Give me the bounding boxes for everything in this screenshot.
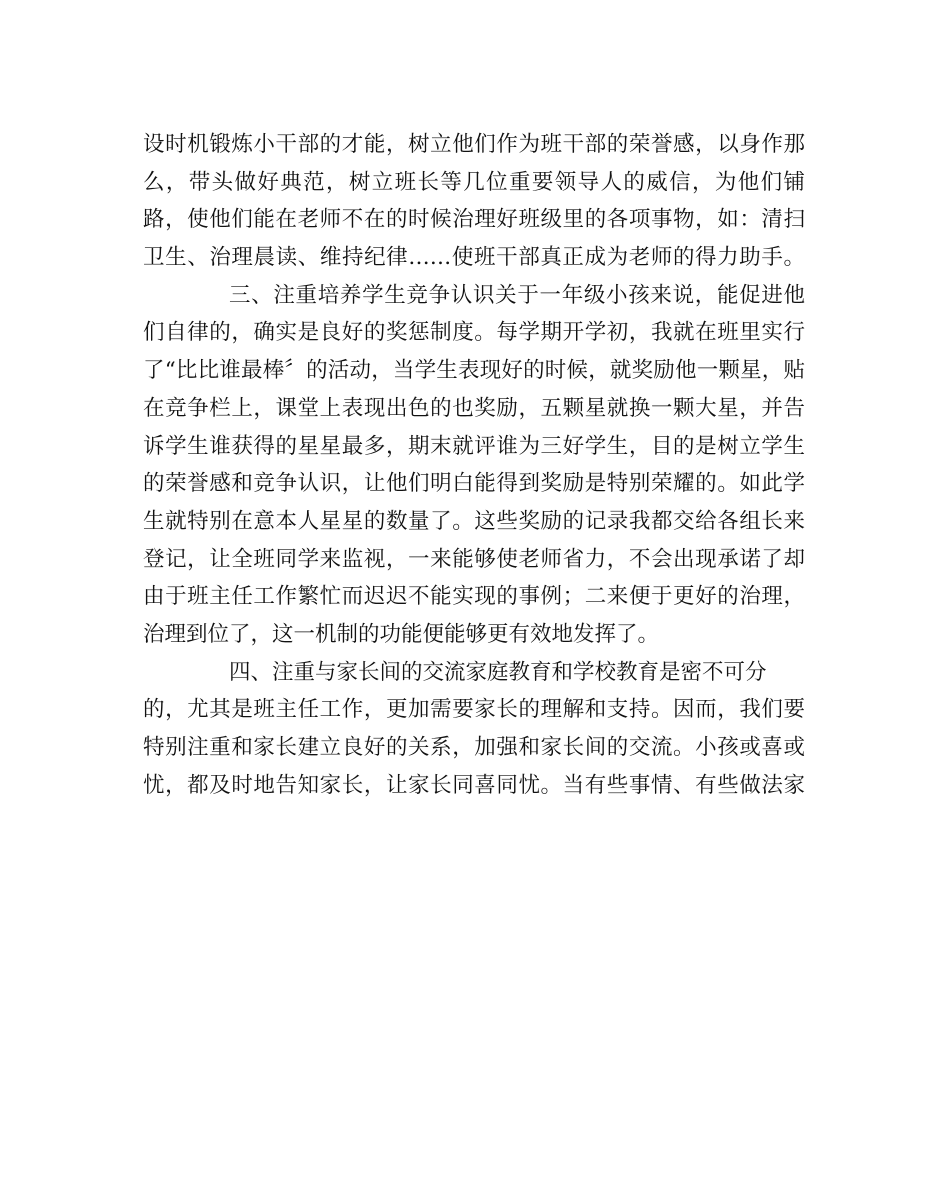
text-line: 们自律的，确实是良好的奖惩制度。每学期开学初，我就在班里实行	[143, 320, 805, 346]
text-line: 在竞争栏上，课堂上表现出色的也奖励，五颗星就换一颗大星，并告	[143, 395, 805, 421]
text-line: 由于班主任工作繁忙而迟迟不能实现的事例；二来便于更好的治理，	[143, 584, 805, 610]
text-line: 设时机锻炼小干部的才能，树立他们作为班干部的荣誉感，以身作那	[143, 132, 805, 157]
paragraph-start-line: 三、注重培养学生竞争认识关于一年级小孩来说，能促进他	[229, 282, 805, 308]
text-line: 路，使他们能在老师不在的时候治理好班级里的各项事物，如：清扫	[143, 207, 805, 233]
text-line: 卫生、治理晨读、维持纪律……使班干部真正成为老师的得力助手。	[143, 245, 805, 271]
text-line: 的荣誉感和竞争认识，让他们明白能得到奖励是特别荣耀的。如此学	[143, 471, 805, 497]
paragraph-start-line: 四、注重与家长间的交流家庭教育和学校教育是密不可分	[229, 659, 767, 685]
text-line: 的，尤其是班主任工作，更加需要家长的理解和支持。因而，我们要	[143, 697, 805, 723]
text-line: 忧，都及时地告知家长，让家长同喜同忧。当有些事情、有些做法家	[143, 772, 805, 798]
document-body	[143, 126, 805, 804]
text-line: 了“比比谁最棒〞的活动，当学生表现好的时候，就奖励他一颗星，贴	[143, 358, 805, 384]
text-line: 登记，让全班同学来监视，一来能够使老师省力，不会出现承诺了却	[143, 546, 805, 572]
paragraph-end-line: 治理到位了，这一机制的功能便能够更有效地发挥了。	[143, 621, 660, 647]
text-line: 生就特别在意本人星星的数量了。这些奖励的记录我都交给各组长来	[143, 508, 805, 534]
text-line: 诉学生谁获得的星星最多，期末就评谁为三好学生，目的是树立学生	[143, 433, 805, 459]
text-line: 特别注重和家长建立良好的关系，加强和家长间的交流。小孩或喜或	[143, 735, 805, 760]
text-line: 么，带头做好典范，树立班长等几位重要领导人的威信，为他们铺	[143, 169, 805, 195]
